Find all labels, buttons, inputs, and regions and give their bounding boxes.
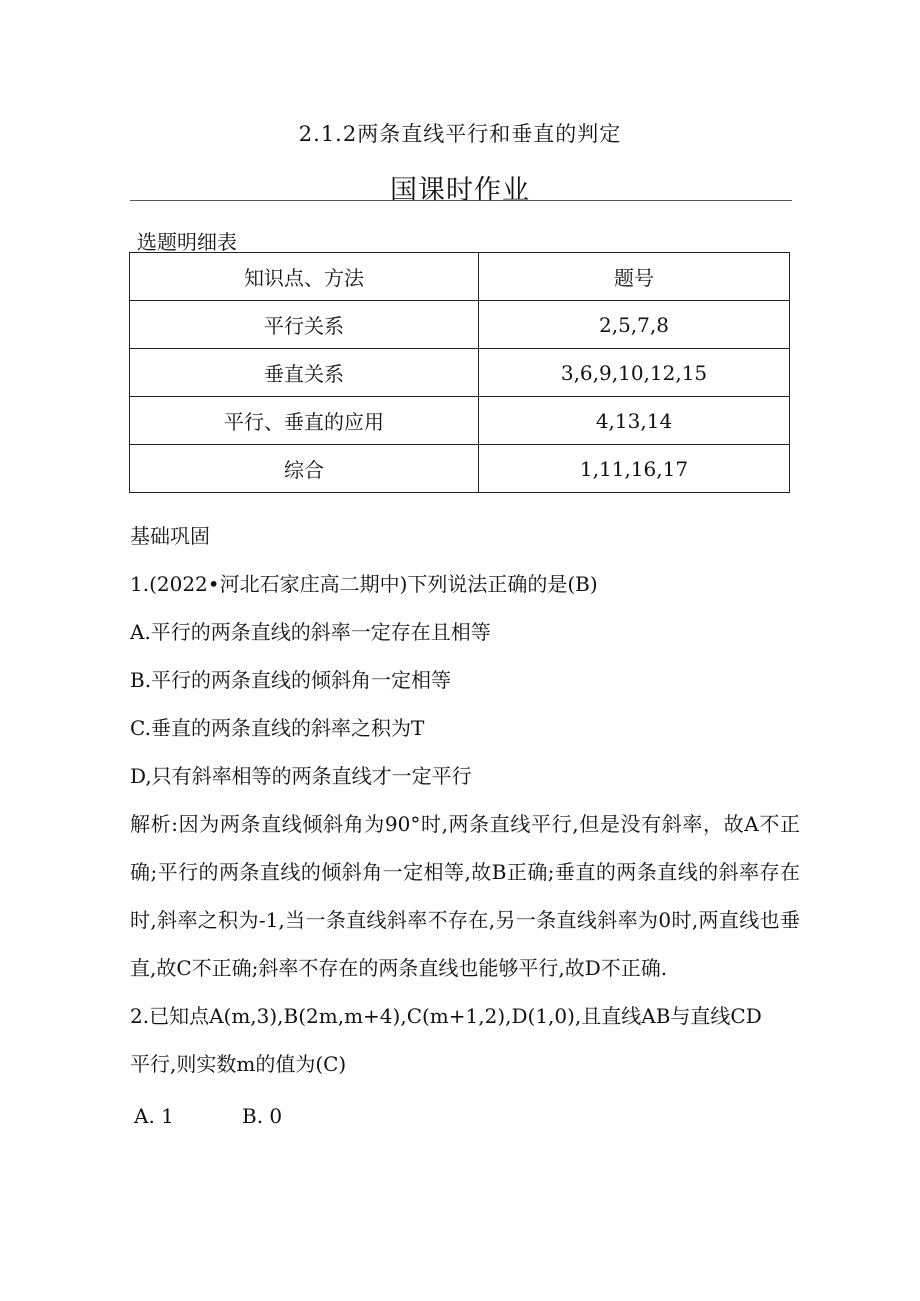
question-1-option-c: C.垂直的两条直线的斜率之积为T xyxy=(130,716,425,740)
question-2-option-b: B. 0 xyxy=(242,1104,283,1128)
table-cell-numbers: 1,11,16,17 xyxy=(479,445,790,493)
question-1-stem: 1.(2022•河北石家庄高二期中)下列说法正确的是(B) xyxy=(130,572,598,596)
table-header-cell: 知识点、方法 xyxy=(130,253,479,301)
question-1-analysis: 解析:因为两条直线倾斜角为90°时,两条直线平行,但是没有斜率，故A不正确;平行的两条直线的倾斜角一定相等,故B正确;垂直的两条直线的斜率存在时,斜率之积为-1,当一条直线斜率不存在,另一条直线斜率为0时,两直线也垂直,故C不正确;斜率不存在的两条直线也能够平行,故D不正确. xyxy=(130,812,800,980)
section-title: 基础巩固 xyxy=(130,524,210,548)
table-header-row xyxy=(130,253,790,301)
title-divider xyxy=(130,200,792,201)
table-row xyxy=(130,301,790,349)
question-2-option-a: A. 1 xyxy=(134,1104,174,1128)
table-cell-topic: 平行关系 xyxy=(130,301,479,349)
table-cell-numbers: 2,5,7,8 xyxy=(479,301,790,349)
table-cell-topic: 平行、垂直的应用 xyxy=(130,397,479,445)
question-2-options xyxy=(130,1088,800,1140)
table-caption: 选题明细表 xyxy=(137,230,237,254)
table-cell-topic: 垂直关系 xyxy=(130,349,479,397)
table-header-cell: 题号 xyxy=(479,253,790,301)
table-cell-numbers: 4,13,14 xyxy=(479,397,790,445)
question-1-option-b: B.平行的两条直线的倾斜角一定相等 xyxy=(130,668,452,692)
table-row xyxy=(130,349,790,397)
table-row xyxy=(130,397,790,445)
page-title: 国课时作业 xyxy=(390,175,530,206)
table-row xyxy=(130,445,790,493)
question-2-stem-line-1: 2.已知点A(m,3),B(2m,m+4),C(m+1,2),D(1,0),且直线AB与直线CD xyxy=(130,1004,762,1028)
question-2-stem-line-2: 平行,则实数m的值为(C) xyxy=(130,1052,347,1076)
topic-table xyxy=(129,252,790,493)
exercise-content xyxy=(130,512,800,1140)
question-1-option-a: A.平行的两条直线的斜率一定存在且相等 xyxy=(130,620,491,644)
question-1-option-d: D,只有斜率相等的两条直线才一定平行 xyxy=(130,764,472,788)
table-cell-numbers: 3,6,9,10,12,15 xyxy=(479,349,790,397)
table-cell-topic: 综合 xyxy=(130,445,479,493)
section-subtitle: 2.1.2两条直线平行和垂直的判定 xyxy=(298,122,622,146)
